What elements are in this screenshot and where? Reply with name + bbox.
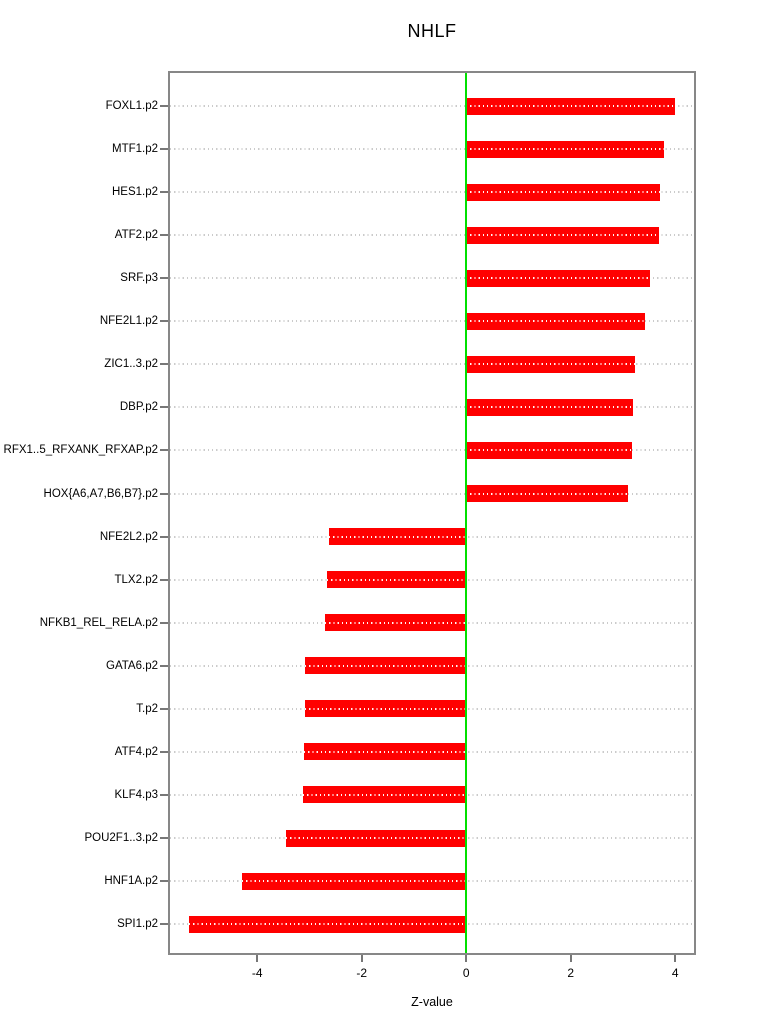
y-axis-label: ATF4.p2 <box>114 745 158 758</box>
y-axis-tick <box>160 449 168 451</box>
y-axis-label: HES1.p2 <box>111 186 158 199</box>
y-axis-label: GATA6.p2 <box>106 659 158 672</box>
y-axis-label: SPI1.p2 <box>117 918 158 931</box>
y-axis-tick <box>160 579 168 581</box>
y-axis-label: POU2F1..3.p2 <box>84 832 158 845</box>
y-axis-tick <box>160 708 168 710</box>
bar <box>466 485 627 502</box>
bar-center-dotted-line <box>466 234 659 236</box>
bar-center-dotted-line <box>466 148 663 150</box>
x-axis-title: Z-value <box>411 995 453 1009</box>
y-axis-label: T.p2 <box>136 702 158 715</box>
bar <box>305 700 466 717</box>
y-axis-label: DBP.p2 <box>119 401 158 414</box>
y-axis-tick <box>160 105 168 107</box>
y-axis-tick <box>160 837 168 839</box>
y-axis-label: HOX{A6,A7,B6,B7}.p2 <box>43 487 158 500</box>
y-axis-tick <box>160 277 168 279</box>
y-axis-label: SRF.p3 <box>120 272 158 285</box>
bar-center-dotted-line <box>325 622 466 624</box>
bar-center-dotted-line <box>466 363 635 365</box>
bar <box>466 442 632 459</box>
bar-center-dotted-line <box>329 536 466 538</box>
bar-center-dotted-line <box>466 105 674 107</box>
bar <box>466 98 674 115</box>
x-axis-tick <box>256 955 258 962</box>
bar <box>329 528 466 545</box>
y-axis-label: RFX1..5_RFXANK_RFXAP.p2 <box>3 444 158 457</box>
bar <box>466 184 659 201</box>
y-axis-label: ZIC1..3.p2 <box>104 358 158 371</box>
y-axis-tick <box>160 751 168 753</box>
y-axis-tick <box>160 622 168 624</box>
y-axis-label: NFKB1_REL_RELA.p2 <box>39 616 158 629</box>
zero-reference-line <box>465 73 467 953</box>
bar-center-dotted-line <box>466 493 627 495</box>
x-axis-tick-label: -2 <box>356 966 368 980</box>
y-axis-tick <box>160 234 168 236</box>
bar-center-dotted-line <box>466 320 645 322</box>
x-axis-tick-label: 4 <box>671 966 679 980</box>
x-axis-tick <box>465 955 467 962</box>
bar-center-dotted-line <box>304 751 466 753</box>
bar-center-dotted-line <box>466 449 632 451</box>
bar <box>303 786 466 803</box>
bar-center-dotted-line <box>466 406 633 408</box>
bar <box>466 399 633 416</box>
y-axis-label: HNF1A.p2 <box>104 875 158 888</box>
bar-center-dotted-line <box>189 923 466 925</box>
bar <box>466 356 635 373</box>
y-axis-tick <box>160 406 168 408</box>
chart-title: NHLF <box>407 21 457 41</box>
bar <box>189 916 466 933</box>
bar <box>305 657 466 674</box>
bar-center-dotted-line <box>286 837 466 839</box>
plot-area <box>168 71 696 955</box>
bar-center-dotted-line <box>305 665 466 667</box>
bar <box>466 270 650 287</box>
y-axis-label: TLX2.p2 <box>114 573 158 586</box>
y-axis-tick <box>160 923 168 925</box>
y-axis-tick <box>160 665 168 667</box>
bar-center-dotted-line <box>466 277 650 279</box>
y-axis-label: NFE2L2.p2 <box>99 530 158 543</box>
y-axis-tick <box>160 794 168 796</box>
y-axis-label: FOXL1.p2 <box>105 100 158 112</box>
y-axis-tick <box>160 148 168 150</box>
x-axis-tick-label: 0 <box>462 966 470 980</box>
bar <box>466 227 659 244</box>
bar <box>325 614 466 631</box>
y-axis-tick <box>160 191 168 193</box>
y-axis-label: ATF2.p2 <box>114 229 158 242</box>
x-axis-tick <box>674 955 676 962</box>
y-axis-tick <box>160 363 168 365</box>
y-axis-label: NFE2L1.p2 <box>99 315 158 328</box>
bar <box>327 571 466 588</box>
bar <box>304 743 466 760</box>
bar <box>466 141 663 158</box>
bar-center-dotted-line <box>466 191 659 193</box>
bar-center-dotted-line <box>305 708 466 710</box>
bar-center-dotted-line <box>303 794 466 796</box>
bar <box>286 830 466 847</box>
x-axis-tick-label: 2 <box>567 966 575 980</box>
x-axis-tick <box>361 955 363 962</box>
bar-center-dotted-line <box>242 880 467 882</box>
y-axis-label: MTF1.p2 <box>111 143 158 156</box>
y-axis-tick <box>160 320 168 322</box>
y-axis-tick <box>160 536 168 538</box>
x-axis-tick <box>570 955 572 962</box>
bar <box>466 313 645 330</box>
bar <box>242 873 467 890</box>
bar-center-dotted-line <box>327 579 466 581</box>
y-axis-tick <box>160 493 168 495</box>
y-axis-label: KLF4.p3 <box>114 788 158 801</box>
x-axis-tick-label: -4 <box>251 966 263 980</box>
y-axis-tick <box>160 880 168 882</box>
